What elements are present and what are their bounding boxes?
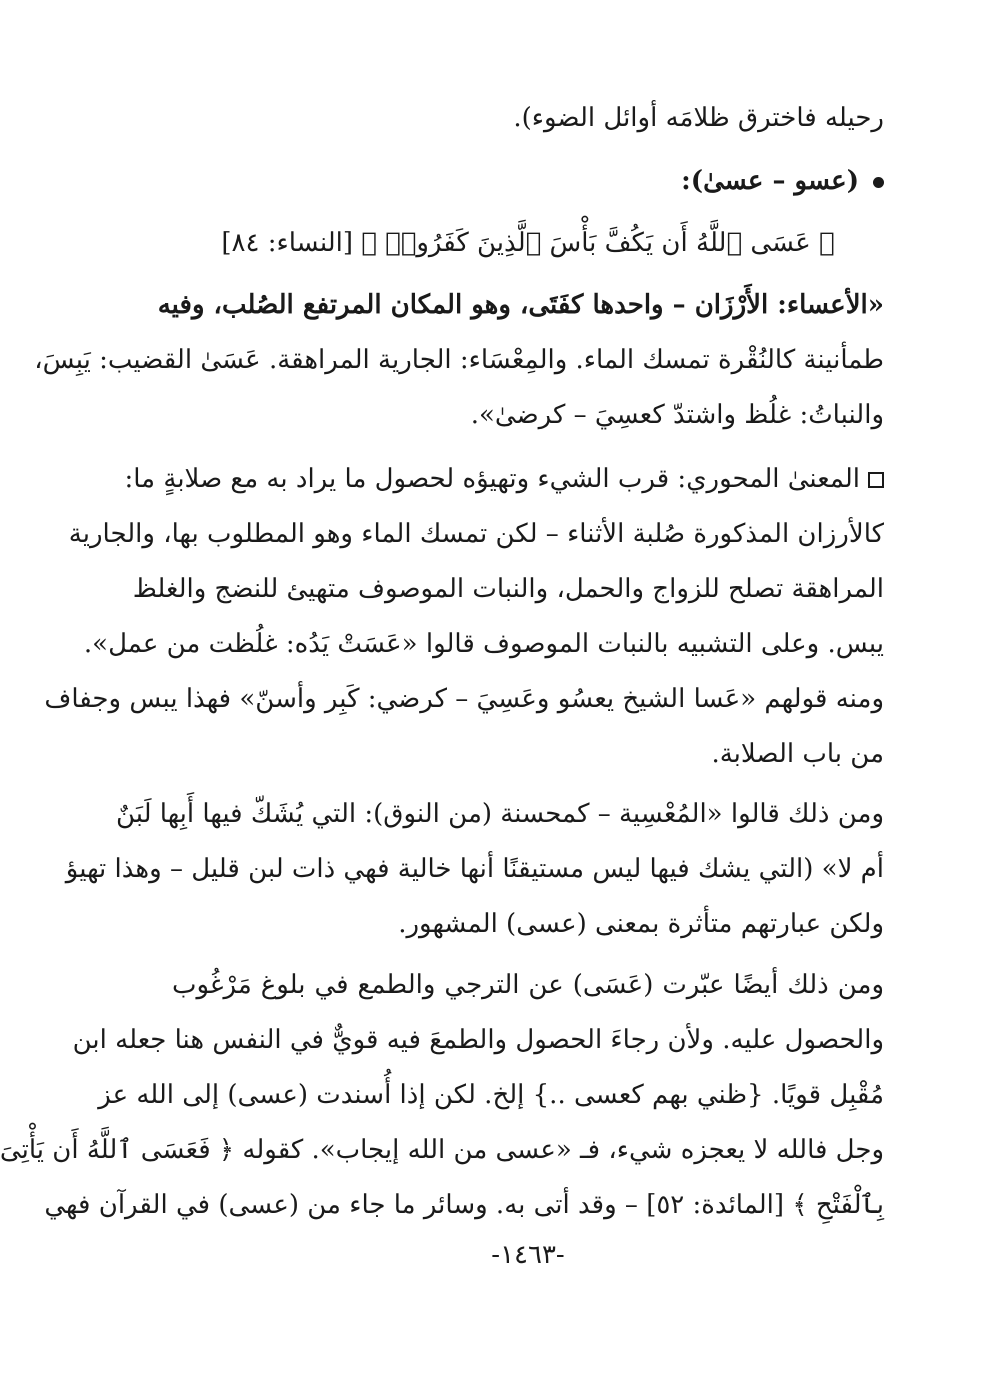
text-line-10: يبس. وعلى التشبيه بالنبات الموصوف قالوا «عَسَتْ يَدُه: غلُظت من عمل».	[83, 629, 884, 659]
text-line-14: أم لا» (التي يشك فيها ليس مستيقنًا أنها خالية فهي ذات لبن قليل – وهذا تهيؤ	[65, 854, 884, 884]
text-line-19: وجل فالله لا يعجزه شيء، فـ «عسى من الله إيجاب». كقوله ﴿ فَعَسَى ٱللَّهُ أَن يَأْتِىَ	[0, 1135, 884, 1165]
text-line-11: ومنه قولهم «عَسا الشيخ يعسُو وعَسِيَ – كرضي: كَبِر وأسنّ» فهذا يبس وجفاف	[44, 684, 884, 714]
text-line-18: مُقْبِل قويًا. {ظني بهم كعسى ..} إلخ. لكن إذا أُسندت (عسى) إلى الله عز	[98, 1080, 884, 1110]
text-line-8: كالأرزان المذكورة صُلبة الأثناء – لكن تمسك الماء وهو المطلوب بها، والجارية	[68, 519, 884, 549]
text-line-5: طمأنينة كالنُقْرة تمسك الماء. والمِعْسَاء: الجارية المراهقة. عَسَىٰ القضيب: يَبِسَ،	[34, 345, 884, 375]
text-line-9: المراهقة تصلح للزواج والحمل، والنبات الموصوف متهيئ للنضج والغلظ	[132, 574, 884, 604]
quran-verse: ﴿ عَسَى ٱللَّهُ أَن يَكُفَّ بَأْسَ ٱلَّذِينَ كَفَرُوا۟ ﴾ [النساء: ٨٤]	[221, 228, 835, 258]
core-meaning-text: المعنىٰ المحوري: قرب الشيء وتهيؤه لحصول ما يراد به مع صلابةٍ ما:	[124, 464, 860, 494]
text-line-20: بِٱلْفَتْحِ ﴾ [المائدة: ٥٢] – وقد أتى به. وسائر ما جاء من (عسى) في القرآن فهي	[44, 1190, 884, 1220]
text-line-17: والحصول عليه. ولأن رجاءَ الحصول والطمعَ فيه قويٌّ في النفس هنا جعله ابن	[72, 1025, 884, 1055]
core-meaning-heading	[124, 456, 884, 502]
text-line-4: «الأعساء: الأَرْزَان – واحدها كفَتَى، وهو المكان المرتفع الصُلب، وفيه	[157, 290, 884, 320]
text-line-12: من باب الصلابة.	[711, 739, 884, 769]
section-heading	[172, 158, 884, 204]
text-line-15: ولكن عبارتهم متأثرة بمعنى (عسى) المشهور.	[398, 909, 884, 939]
checkbox-square-icon	[868, 472, 884, 488]
text-line-1: رحيله فاخترق ظلامَه أوائل الضوء).	[513, 103, 884, 133]
text-line-6: والنباتُ: غلُظ واشتدّ كعسِيَ – كرضىٰ».	[470, 400, 884, 430]
text-line-13: ومن ذلك قالوا «المُعْسِية – كمحسنة (من النوق): التي يُشَكّ فيها أَبِها لَبَنٌ	[115, 799, 884, 829]
page-number: -١٤٦٣-	[491, 1240, 565, 1270]
text-line-16: ومن ذلك أيضًا عبّرت (عَسَى) عن الترجي والطمع في بلوغ مَرْغُوب	[172, 970, 884, 1000]
section-heading-text: (عسو – عسىٰ):	[681, 166, 859, 196]
bullet-icon	[873, 177, 884, 188]
